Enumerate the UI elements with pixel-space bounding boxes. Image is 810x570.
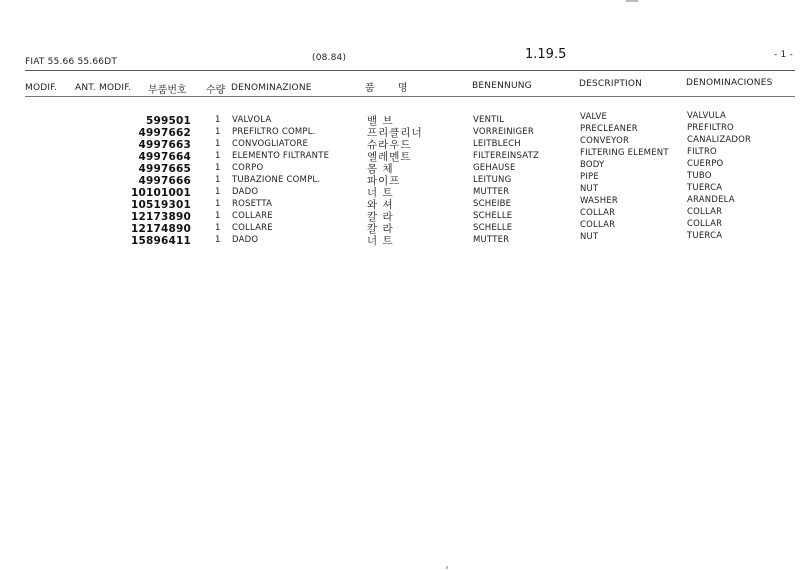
part-number: 4997662 xyxy=(138,127,191,139)
korean-name: 파이프 xyxy=(367,175,401,187)
german-name: MUTTER xyxy=(473,187,510,197)
quantity: 1 xyxy=(215,187,221,197)
korean-name: 몸 체 xyxy=(367,163,394,175)
german-name: LEITBLECH xyxy=(473,139,521,149)
german-name: GEHAUSE xyxy=(473,163,516,173)
english-name: NUT xyxy=(580,184,599,194)
korean-name: 너 트 xyxy=(367,235,394,247)
english-name: PRECLEANER xyxy=(580,124,638,134)
quantity: 1 xyxy=(215,211,221,221)
english-name: CONVEYOR xyxy=(580,136,630,146)
english-name: NUT xyxy=(580,232,599,242)
english-name: PIPE xyxy=(580,172,599,182)
english-name: FILTERING ELEMENT xyxy=(580,148,669,158)
quantity: 1 xyxy=(215,115,221,125)
part-number: 10519301 xyxy=(130,199,191,211)
col-qty: 수량 xyxy=(206,85,226,96)
german-name: FILTEREINSATZ xyxy=(473,151,539,161)
korean-name: 엘레멘트 xyxy=(367,151,412,163)
col-description: DESCRIPTION xyxy=(579,79,643,89)
col-ant-modif: ANT. MODIF. xyxy=(75,83,132,93)
col-denominaciones: DENOMINACIONES xyxy=(686,78,773,88)
part-number: 15896411 xyxy=(130,235,191,247)
part-number: 4997666 xyxy=(138,175,191,187)
part-number: 4997665 xyxy=(138,163,191,175)
spanish-name: COLLAR xyxy=(687,207,723,217)
spanish-name: COLLAR xyxy=(687,219,723,229)
part-number: 10101001 xyxy=(130,187,191,199)
part-number: 12174890 xyxy=(130,223,191,235)
italian-name: CONVOGLIATORE xyxy=(232,139,309,149)
korean-name: 칼 라 xyxy=(367,223,394,235)
korean-name: 슈라우드 xyxy=(367,139,412,151)
english-name: VALVE xyxy=(580,112,608,122)
italian-name: PREFILTRO COMPL. xyxy=(232,127,316,137)
korean-name: 프리클리너 xyxy=(367,127,423,139)
quantity: 1 xyxy=(215,139,221,149)
header-rule-top xyxy=(25,70,795,71)
german-name: VORREINIGER xyxy=(473,127,534,137)
italian-name: DADO xyxy=(232,187,259,197)
spanish-name: TUBO xyxy=(687,171,712,181)
spanish-name: ARANDELA xyxy=(687,195,735,205)
english-name: BODY xyxy=(580,160,605,170)
spanish-name: CUERPO xyxy=(687,159,724,169)
spanish-name: TUERCA xyxy=(687,231,723,241)
english-name: WASHER xyxy=(580,196,619,206)
korean-name: 너 트 xyxy=(367,187,394,199)
spanish-name: PREFILTRO xyxy=(687,123,734,133)
german-name: SCHEIBE xyxy=(473,199,512,209)
quantity: 1 xyxy=(215,199,221,209)
german-name: LEITUNG xyxy=(473,175,512,185)
spanish-name: CANALIZADOR xyxy=(687,135,752,145)
date-label: (08.84) xyxy=(312,53,347,63)
italian-name: ROSETTA xyxy=(232,199,273,209)
table-row xyxy=(0,231,810,247)
model-label: FIAT 55.66 55.66DT xyxy=(25,57,118,67)
english-name: COLLAR xyxy=(580,220,616,230)
col-benennung: BENENNUNG xyxy=(472,81,532,91)
korean-name: 와 셔 xyxy=(367,199,394,211)
spanish-name: FILTRO xyxy=(687,147,717,157)
quantity: 1 xyxy=(215,127,221,137)
scan-speck xyxy=(626,0,638,2)
quantity: 1 xyxy=(215,163,221,173)
col-korean-name: 품 명 xyxy=(365,83,418,94)
header-rule-bottom xyxy=(25,96,795,97)
german-name: MUTTER xyxy=(473,235,510,245)
col-modif: MODIF. xyxy=(25,83,58,93)
spanish-name: TUERCA xyxy=(687,183,723,193)
quantity: 1 xyxy=(215,175,221,185)
section-code: 1.19.5 xyxy=(525,47,567,62)
part-number: 12173890 xyxy=(130,211,191,223)
italian-name: ELEMENTO FILTRANTE xyxy=(232,151,330,161)
col-denominazione: DENOMINAZIONE xyxy=(231,83,312,93)
quantity: 1 xyxy=(215,151,221,161)
page-number: - 1 - xyxy=(774,50,793,60)
german-name: SCHELLE xyxy=(473,211,513,221)
italian-name: COLLARE xyxy=(232,211,273,221)
german-name: VENTIL xyxy=(473,115,505,125)
col-part-no: 부품번호 xyxy=(148,85,187,96)
scan-speck xyxy=(446,566,448,569)
quantity: 1 xyxy=(215,223,221,233)
korean-name: 밸 브 xyxy=(367,115,394,127)
italian-name: COLLARE xyxy=(232,223,273,233)
quantity: 1 xyxy=(215,235,221,245)
part-number: 4997664 xyxy=(138,151,191,163)
korean-name: 칼 라 xyxy=(367,211,394,223)
part-number: 4997663 xyxy=(138,139,191,151)
part-number: 599501 xyxy=(145,115,191,127)
italian-name: CORPO xyxy=(232,163,264,173)
english-name: COLLAR xyxy=(580,208,616,218)
german-name: SCHELLE xyxy=(473,223,513,233)
italian-name: TUBAZIONE COMPL. xyxy=(232,175,321,185)
spanish-name: VALVULA xyxy=(687,111,727,121)
italian-name: VALVOLA xyxy=(232,115,272,125)
italian-name: DADO xyxy=(232,235,259,245)
